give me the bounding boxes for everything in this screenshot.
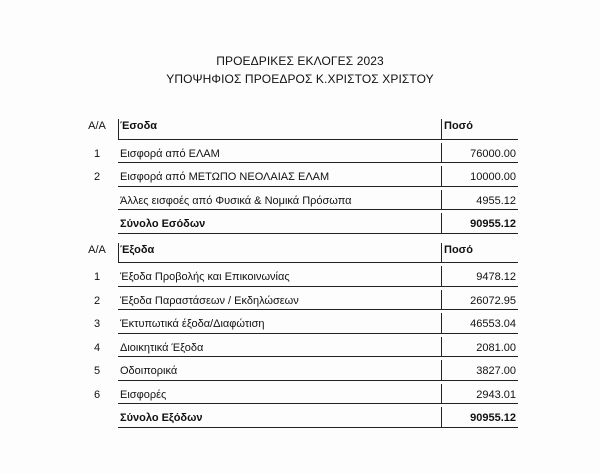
row-underline [118, 427, 518, 428]
row-amount: 4955.12 [476, 194, 516, 207]
total-label: Σύνολο Εσόδων [120, 218, 206, 230]
income-total-row [78, 210, 528, 234]
divider [441, 119, 442, 139]
row-amount: 26072.95 [470, 294, 516, 307]
row-amount: 10000.00 [470, 171, 516, 183]
row-description: Άλλες εισφοές από Φυσικά & Νομικά Πρόσωπα [120, 194, 352, 207]
table-row [78, 263, 528, 287]
table-row [78, 187, 528, 211]
row-number: 1 [93, 147, 101, 160]
divider [118, 243, 119, 263]
expenses-total-row [78, 404, 528, 428]
expenses-col-amount: Ποσό [444, 243, 473, 256]
row-amount: 76000.00 [470, 147, 516, 160]
row-amount: 2943.01 [476, 388, 516, 401]
financial-statement [78, 116, 528, 428]
income-header-row [78, 116, 528, 140]
table-row [78, 310, 528, 334]
expenses-col-desc: Έξοδα [120, 243, 155, 256]
divider [118, 119, 119, 139]
table-row [78, 381, 528, 405]
table-row [78, 357, 528, 381]
income-col-amount: Ποσό [444, 120, 473, 132]
row-underline [118, 233, 518, 234]
row-description: Έκτυπωτικά έξοδα/Διαφώτιση [120, 318, 265, 330]
row-number: 2 [93, 294, 101, 307]
row-number: 4 [93, 341, 101, 354]
total-amount: 90955.12 [470, 412, 516, 424]
row-amount: 46553.04 [470, 318, 516, 330]
row-description: Έξοδα Προβολής και Επικοινωνίας [120, 271, 290, 283]
row-description: Διοικητικά Έξοδα [120, 341, 204, 354]
expenses-col-aa: Α/Α [88, 243, 106, 256]
total-amount: 90955.12 [470, 218, 516, 230]
row-number: 5 [93, 365, 101, 377]
income-col-desc: Έσοδα [120, 120, 158, 132]
row-number: 6 [93, 388, 101, 401]
document-title: ΠΡΟΕΔΡΙΚΕΣ ΕΚΛΟΓΕΣ 2023 [216, 54, 384, 68]
row-description: Έξοδα Παραστάσεων / Εκδηλώσεων [120, 294, 299, 307]
row-number: 3 [93, 318, 101, 330]
row-number: 2 [93, 171, 101, 183]
row-amount: 3827.00 [476, 365, 516, 377]
income-col-aa: Α/Α [88, 120, 106, 132]
row-description: Οδοιπορικά [120, 365, 178, 377]
row-description: Εισφορά από ΕΛΑΜ [120, 147, 220, 160]
row-description: Εισφορές [120, 388, 167, 401]
table-row [78, 334, 528, 358]
table-row [78, 287, 528, 311]
document-subtitle: ΥΠΟΨΗΦΙΟΣ ΠΡΟΕΔΡΟΣ Κ.ΧΡΙΣΤΟΣ ΧΡΙΣΤΟΥ [166, 72, 434, 86]
row-amount: 2081.00 [476, 341, 516, 354]
total-label: Σύνολο Εξόδων [120, 412, 203, 424]
divider [441, 243, 442, 263]
table-row [78, 163, 528, 187]
table-row [78, 140, 528, 164]
row-description: Εισφορά από ΜΕΤΩΠΟ ΝΕΟΛΑΙΑΣ ΕΛΑΜ [120, 171, 330, 183]
row-number: 1 [93, 271, 101, 283]
row-amount: 9478.12 [476, 271, 516, 283]
expenses-header-row [78, 240, 528, 264]
